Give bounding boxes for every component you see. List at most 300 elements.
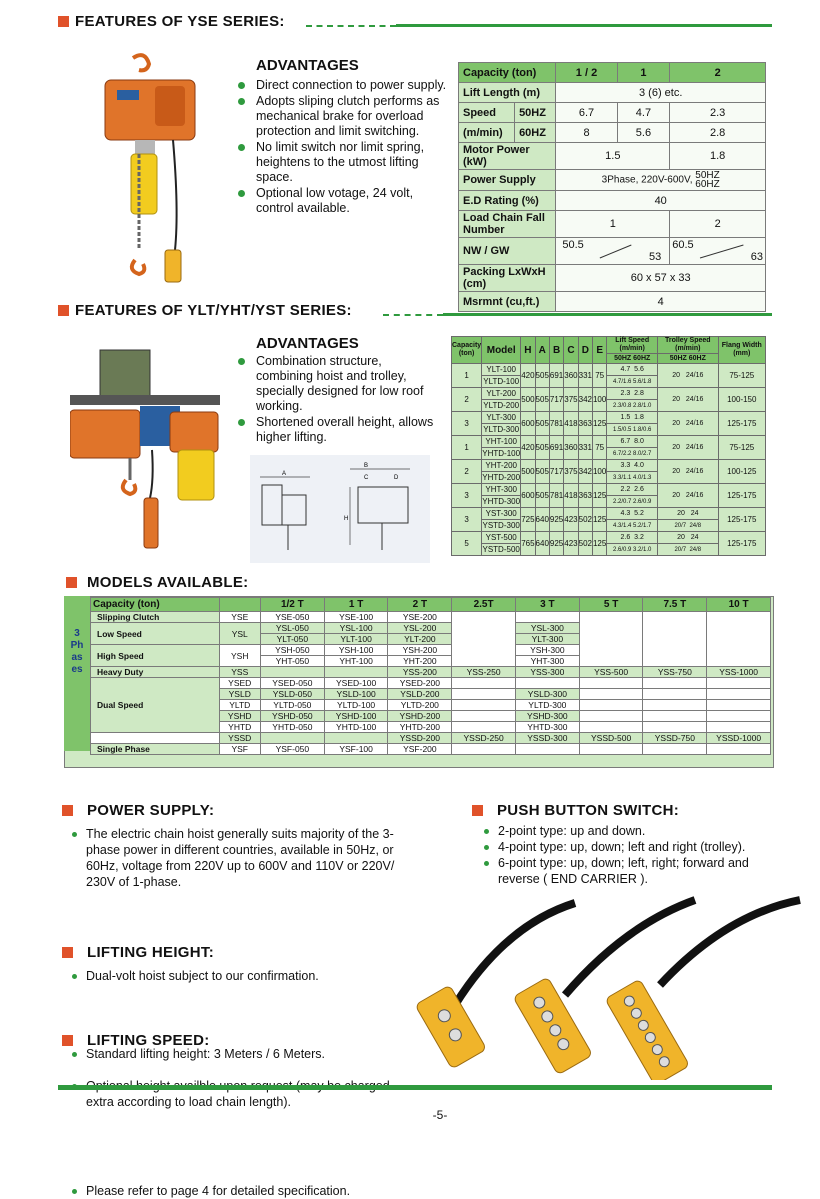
col-header: E xyxy=(592,337,606,364)
table-cell: YHT-100 xyxy=(324,656,388,667)
table-cell xyxy=(579,689,643,700)
dimension-diagram xyxy=(250,455,430,563)
list-item: No limit switch nor limit spring, heightens to the utmost lifting space. xyxy=(236,140,451,185)
table-cell: Slipping Clutch xyxy=(91,612,220,623)
table-cell xyxy=(579,722,643,733)
table-cell: YSLD-100 xyxy=(324,689,388,700)
table-cell: 640 xyxy=(535,508,549,532)
bullet-dot-icon xyxy=(72,832,77,837)
table-cell: 1 xyxy=(452,364,482,388)
table-cell xyxy=(452,678,516,689)
table-cell: YSED-200 xyxy=(388,678,452,689)
col-header: Trolley Speed (m/min) xyxy=(658,337,719,354)
divider xyxy=(396,24,772,27)
table-cell xyxy=(643,722,707,733)
table-cell: YLTD-300 xyxy=(515,700,579,711)
table-cell: 420 xyxy=(521,364,535,388)
spec-value: 3 (6) etc. xyxy=(556,83,766,103)
col-header: B xyxy=(549,337,563,364)
table-cell: 100 xyxy=(592,388,606,412)
table-cell: 691 xyxy=(549,364,563,388)
table-cell: 925 xyxy=(549,508,563,532)
table-cell xyxy=(579,700,643,711)
table-cell: 420 xyxy=(521,436,535,460)
table-cell: 4.3/1.4 5.2/1.7 xyxy=(607,520,658,532)
lifting-speed-heading: LIFTING SPEED: xyxy=(62,1032,210,1049)
table-cell: YSTD-300 xyxy=(482,521,520,530)
col-header: 50HZ 60HZ xyxy=(607,354,658,364)
table-cell xyxy=(643,689,707,700)
table-cell xyxy=(643,711,707,722)
table-row xyxy=(452,484,766,496)
table-cell: 640 xyxy=(535,532,549,556)
spec-label: Msrmnt (cu,ft.) xyxy=(459,292,556,312)
table-cell: YSHD xyxy=(219,711,260,722)
list-item: Direct connection to power supply. xyxy=(236,78,451,93)
table-cell: 75 xyxy=(592,364,606,388)
table-cell: YSE-050 xyxy=(260,612,324,623)
table-cell xyxy=(643,744,707,755)
table-cell: YSED-100 xyxy=(324,678,388,689)
table-cell: YLT-050 xyxy=(260,634,324,645)
col-header: C xyxy=(564,337,578,364)
spec-cap: 1 / 2 xyxy=(556,63,617,83)
col-header: Model xyxy=(482,337,521,364)
table-cell: 3 xyxy=(452,412,482,436)
spec-label: Power Supply xyxy=(459,170,556,191)
table-cell: 925 xyxy=(549,532,563,556)
table-cell: YSHD-300 xyxy=(515,711,579,722)
table-cell xyxy=(707,612,771,667)
table-cell: YLT-300 xyxy=(515,634,579,645)
table-cell xyxy=(707,711,771,722)
list-item: 6-point type: up, down; left, right; forward and reverse ( END CARRIER ). xyxy=(478,855,768,887)
dim-label-c: C xyxy=(364,475,369,481)
table-cell: YHTD-200 xyxy=(388,722,452,733)
col-header: Lift Speed (m/min) xyxy=(607,337,658,354)
table-cell: High Speed xyxy=(91,645,220,667)
col-header: 5 T xyxy=(579,598,643,612)
table-cell: 2 xyxy=(452,460,482,484)
bullet-dot-icon xyxy=(238,144,245,151)
table-cell: 20 24/16 xyxy=(658,388,719,412)
table-cell: 6.7/2.2 8.0/2.7 xyxy=(607,448,658,460)
table-cell: 360 xyxy=(564,364,578,388)
table-cell: YLTD-100 xyxy=(483,377,520,386)
table-cell: 418 xyxy=(564,412,578,436)
lifting-height-item: Standard lifting height: 3 Meters / 6 Meters. xyxy=(66,1046,416,1062)
table-cell xyxy=(452,722,516,733)
table-cell xyxy=(707,744,771,755)
table-cell: YSH-200 xyxy=(388,645,452,656)
table-cell xyxy=(452,744,516,755)
list-item: Shortened overall height, allows higher lifting. xyxy=(236,415,441,445)
col-header: 2 T xyxy=(388,598,452,612)
table-cell xyxy=(260,733,324,744)
table-cell: 125 xyxy=(592,412,606,436)
col-header: 10 T xyxy=(707,598,771,612)
table-row xyxy=(452,388,766,400)
spec-label: Load Chain Fall Number xyxy=(459,211,556,238)
table-cell xyxy=(452,711,516,722)
table-cell xyxy=(579,744,643,755)
table-cell: YSL-100 xyxy=(324,623,388,634)
table-cell: 1.5/0.5 1.8/0.6 xyxy=(607,424,658,436)
table-cell: 2 xyxy=(452,388,482,412)
table-cell: YLT-200 xyxy=(388,634,452,645)
col-header: 50HZ 60HZ xyxy=(658,354,719,364)
table-cell: 505 xyxy=(535,388,549,412)
table-cell: 20 24/16 xyxy=(658,412,719,436)
table-cell: 717 xyxy=(549,388,563,412)
col-header: 7.5 T xyxy=(643,598,707,612)
ylt-advantages-title: ADVANTAGES xyxy=(256,335,359,352)
table-cell: YHTD-300 xyxy=(515,722,579,733)
col-header: Flang Width (mm) xyxy=(718,337,765,364)
table-row xyxy=(91,612,771,623)
table-cell: 781 xyxy=(549,412,563,436)
divider xyxy=(443,313,772,316)
table-cell: 505 xyxy=(535,436,549,460)
table-cell: 2.2/0.7 2.6/0.9 xyxy=(607,496,658,508)
table-cell: YSS-250 xyxy=(452,667,516,678)
table-cell: YSL xyxy=(219,623,260,645)
table-cell: YHT-050 xyxy=(260,656,324,667)
table-cell: 2.6/0.9 3.2/1.0 xyxy=(607,544,658,556)
table-cell: 75-125 xyxy=(718,364,765,388)
table-cell: YSSD xyxy=(219,733,260,744)
bullet-square-icon xyxy=(58,305,69,316)
table-cell: 6.7 8.0 xyxy=(607,436,658,448)
table-cell: 100-150 xyxy=(718,388,765,412)
bullet-dot-icon xyxy=(238,190,245,197)
table-cell: YSE-200 xyxy=(388,612,452,623)
spec-label: (m/min) xyxy=(459,123,515,143)
table-cell: 125 xyxy=(592,532,606,556)
spec-value: 60.5 63 xyxy=(670,238,766,265)
table-cell: 375 xyxy=(564,460,578,484)
table-cell: YLT-300 xyxy=(482,412,521,424)
spec-value: 4.7 xyxy=(617,103,670,123)
table-cell: YSSD-500 xyxy=(579,733,643,744)
table-cell: 375 xyxy=(564,388,578,412)
ylt-dimension-table xyxy=(451,336,766,556)
col-header: Capacity (ton) xyxy=(91,598,220,612)
table-cell: YSH-050 xyxy=(260,645,324,656)
table-row xyxy=(452,532,766,544)
table-row xyxy=(91,678,771,689)
table-cell xyxy=(324,667,388,678)
col-header: D xyxy=(578,337,592,364)
table-cell: 1 xyxy=(452,436,482,460)
table-cell: YLTD xyxy=(219,700,260,711)
page-number: -5- xyxy=(432,1108,448,1122)
bullet-dot-icon xyxy=(238,358,245,365)
table-cell: 5 xyxy=(452,532,482,556)
spec-value: 2.8 xyxy=(670,123,766,143)
table-cell: YSH-100 xyxy=(324,645,388,656)
spec-value: 6.7 xyxy=(556,103,617,123)
table-cell: 75 xyxy=(592,436,606,460)
spec-label: E.D Rating (%) xyxy=(459,191,556,211)
table-cell xyxy=(707,700,771,711)
bullet-dot-icon xyxy=(238,419,245,426)
table-cell: YHTD xyxy=(219,722,260,733)
table-cell: YLT-100 xyxy=(324,634,388,645)
power-heading: POWER SUPPLY: xyxy=(62,802,214,819)
table-cell: YHTD-200 xyxy=(482,473,521,482)
bullet-dot-icon xyxy=(484,845,489,850)
table-cell: YHTD-050 xyxy=(260,722,324,733)
lifting-height-item: extra according to load chain length). xyxy=(66,1078,416,1110)
spec-label: 60HZ xyxy=(515,123,556,143)
ylt-advantages-list xyxy=(236,354,441,446)
table-cell: YSL-050 xyxy=(260,623,324,634)
table-cell: YLTD-200 xyxy=(388,700,452,711)
table-cell: Dual Speed xyxy=(91,678,220,733)
spec-value: 3Phase, 220V-600V, 50HZ 60HZ xyxy=(556,170,766,191)
pendant-switches-image xyxy=(395,895,805,1080)
spec-label: NW / GW xyxy=(459,238,556,265)
spec-label: Packing LxWxH (cm) xyxy=(459,265,556,292)
table-cell: 20 24/16 xyxy=(658,364,719,388)
yse-heading xyxy=(58,13,285,30)
spec-value: 8 xyxy=(556,123,617,143)
table-cell: YSHD-050 xyxy=(260,711,324,722)
table-cell: YSH-300 xyxy=(515,645,579,656)
table-cell: Heavy Duty xyxy=(91,667,220,678)
dim-label-a: A xyxy=(282,471,287,477)
models-heading: MODELS AVAILABLE: xyxy=(66,574,248,591)
spec-label: Capacity (ton) xyxy=(459,63,556,83)
table-cell xyxy=(707,678,771,689)
table-cell: YSS-300 xyxy=(515,667,579,678)
table-cell: YHT-300 xyxy=(515,656,579,667)
table-cell xyxy=(515,678,579,689)
table-cell: 505 xyxy=(535,412,549,436)
table-cell: Low Speed xyxy=(91,623,220,645)
bullet-square-icon xyxy=(58,16,69,27)
table-cell: 100 xyxy=(592,460,606,484)
table-cell: YHT-200 xyxy=(482,460,521,472)
bullet-dot-icon xyxy=(484,861,489,866)
list-item: Combination structure, combining hoist and trolley, specially designed for low roof working. xyxy=(236,354,441,414)
table-cell: YSSD-200 xyxy=(388,733,452,744)
push-button-list xyxy=(478,823,768,887)
table-row xyxy=(91,733,771,744)
table-cell: 4.3 5.2 xyxy=(607,508,658,520)
table-cell: YLTD-050 xyxy=(260,700,324,711)
table-cell: YSED xyxy=(219,678,260,689)
ylt-hoist-image xyxy=(70,340,220,555)
table-cell: YSLD-300 xyxy=(515,689,579,700)
table-cell: YLTD-100 xyxy=(324,700,388,711)
table-cell: YSLD-050 xyxy=(260,689,324,700)
table-cell: YSS-750 xyxy=(643,667,707,678)
table-cell: YSLD xyxy=(219,689,260,700)
table-cell: 125-175 xyxy=(718,484,765,508)
yse-advantages-title: ADVANTAGES xyxy=(256,57,359,74)
table-cell: YHTD-100 xyxy=(482,449,521,458)
bullet-square-icon xyxy=(472,805,483,816)
table-cell: YSL-200 xyxy=(388,623,452,634)
table-cell xyxy=(515,744,579,755)
table-cell: 423 xyxy=(564,508,578,532)
table-cell: 125 xyxy=(592,508,606,532)
table-cell: YSF-200 xyxy=(388,744,452,755)
table-cell: 505 xyxy=(535,484,549,508)
lifting-speed-item: Please refer to page 4 for detailed specification. xyxy=(66,1183,416,1199)
table-cell: 75-125 xyxy=(718,436,765,460)
col-header: A xyxy=(535,337,549,364)
table-cell xyxy=(260,667,324,678)
table-cell: 1.5 1.8 xyxy=(607,412,658,424)
list-item: Optional low votage, 24 volt, control available. xyxy=(236,186,451,216)
table-cell: YSL-300 xyxy=(515,623,579,634)
table-cell: 20 24 xyxy=(658,508,719,520)
table-cell: 3 xyxy=(452,484,482,508)
table-cell: YSF-050 xyxy=(260,744,324,755)
yse-heading-text: FEATURES OF YSE SERIES: xyxy=(75,13,285,30)
bullet-dot-icon xyxy=(72,1189,77,1194)
footer-divider xyxy=(58,1085,772,1090)
table-cell: YSSD-300 xyxy=(515,733,579,744)
table-cell: YLTD-200 xyxy=(483,401,520,410)
table-cell xyxy=(643,678,707,689)
divider xyxy=(306,25,396,27)
table-cell: YLTD-300 xyxy=(483,425,520,434)
table-cell: 600 xyxy=(521,484,535,508)
table-cell: 2.3/0.8 2.8/1.0 xyxy=(607,400,658,412)
table-cell: YHT-300 xyxy=(482,484,521,496)
table-cell: 725 xyxy=(521,508,535,532)
spec-value: 50.5 53 xyxy=(556,238,670,265)
table-cell xyxy=(707,689,771,700)
table-cell: YSF-100 xyxy=(324,744,388,755)
col-header: 2.5T xyxy=(452,598,516,612)
table-cell: YST-500 xyxy=(482,532,521,544)
spec-value: 40 xyxy=(556,191,766,211)
spec-value: 60 x 57 x 33 xyxy=(556,265,766,292)
table-cell: 20/7 24/8 xyxy=(658,520,719,532)
col-header: Capacity (ton) xyxy=(452,337,482,364)
bullet-square-icon xyxy=(62,947,73,958)
table-cell: 502 xyxy=(578,508,592,532)
table-row xyxy=(91,744,771,755)
table-cell xyxy=(452,700,516,711)
dim-label-b: B xyxy=(364,463,369,469)
table-cell: 500 xyxy=(521,460,535,484)
col-header: H xyxy=(521,337,535,364)
table-cell xyxy=(579,678,643,689)
bullet-dot-icon xyxy=(72,1052,77,1057)
table-cell: 3 xyxy=(452,508,482,532)
col-header: 3 T xyxy=(515,598,579,612)
table-cell: 20 24 xyxy=(658,532,719,544)
table-cell: 360 xyxy=(564,436,578,460)
table-row xyxy=(91,667,771,678)
spec-label: Motor Power (kW) xyxy=(459,143,556,170)
bullet-dot-icon xyxy=(238,98,245,105)
list-item: Adopts sliping clutch performs as mechanical brake for overload protection and limit switching. xyxy=(236,94,451,139)
table-cell: 20/7 24/8 xyxy=(658,544,719,556)
table-cell: 20 24/16 xyxy=(658,436,719,460)
table-cell: 363 xyxy=(578,484,592,508)
table-cell: 502 xyxy=(578,532,592,556)
table-cell: 342 xyxy=(578,388,592,412)
dim-label-h: H xyxy=(344,516,349,522)
table-cell: 2.6 3.2 xyxy=(607,532,658,544)
table-cell: YSTD-500 xyxy=(482,545,520,554)
spec-value: 5.6 xyxy=(617,123,670,143)
spec-label: Lift Length (m) xyxy=(459,83,556,103)
table-cell: YSE-100 xyxy=(324,612,388,623)
table-cell: YSS-1000 xyxy=(707,667,771,678)
spec-label: Speed xyxy=(459,103,515,123)
table-cell: 125-175 xyxy=(718,508,765,532)
table-cell: YSSD-250 xyxy=(452,733,516,744)
table-cell: 500 xyxy=(521,388,535,412)
bullet-square-icon xyxy=(66,577,77,588)
table-cell: YSHD-200 xyxy=(388,711,452,722)
spec-value: 2.3 xyxy=(670,103,766,123)
spec-value: 1 xyxy=(556,211,670,238)
ylt-heading xyxy=(58,302,352,319)
table-cell: 20 24/16 xyxy=(658,484,719,508)
table-cell: YSE xyxy=(219,612,260,623)
table-cell: 20 24/16 xyxy=(658,460,719,484)
table-cell: YSS xyxy=(219,667,260,678)
push-button-heading: PUSH BUTTON SWITCH: xyxy=(472,802,679,819)
power-note: Dual-volt hoist subject to our confirmation. xyxy=(66,968,416,984)
table-cell xyxy=(452,689,516,700)
table-cell: 4.7/1.6 5.6/1.8 xyxy=(607,376,658,388)
table-row xyxy=(452,460,766,472)
table-cell: YSED-050 xyxy=(260,678,324,689)
bullet-square-icon xyxy=(62,1035,73,1046)
col-header xyxy=(219,598,260,612)
table-cell: 691 xyxy=(549,436,563,460)
table-cell xyxy=(643,700,707,711)
table-cell: 2.3 2.8 xyxy=(607,388,658,400)
yse-hoist-image xyxy=(95,50,205,290)
bullet-dot-icon xyxy=(238,82,245,89)
table-cell: 100-125 xyxy=(718,460,765,484)
spec-cap: 2 xyxy=(670,63,766,83)
ylt-heading-text: FEATURES OF YLT/YHT/YST SERIES: xyxy=(75,302,352,319)
table-cell: 765 xyxy=(521,532,535,556)
table-cell: 505 xyxy=(535,460,549,484)
table-cell: 3.3 4.0 xyxy=(607,460,658,472)
spec-label: 50HZ xyxy=(515,103,556,123)
spec-value: 2 xyxy=(670,211,766,238)
divider xyxy=(383,314,443,316)
table-cell: 3.3/1.1 4.0/1.3 xyxy=(607,472,658,484)
table-cell xyxy=(91,733,220,744)
table-cell: 331 xyxy=(578,364,592,388)
table-cell: 423 xyxy=(564,532,578,556)
table-row xyxy=(452,436,766,448)
phases-label: 3 Phases xyxy=(70,628,84,675)
table-cell: YLT-100 xyxy=(482,364,521,376)
list-item: 4-point type: up, down; left and right (trolley). xyxy=(478,839,768,855)
table-cell xyxy=(324,733,388,744)
table-cell: YHTD-100 xyxy=(324,722,388,733)
table-cell: YSF xyxy=(219,744,260,755)
table-cell: 600 xyxy=(521,412,535,436)
col-header: 1/2 T xyxy=(260,598,324,612)
table-cell: YST-300 xyxy=(482,508,521,520)
